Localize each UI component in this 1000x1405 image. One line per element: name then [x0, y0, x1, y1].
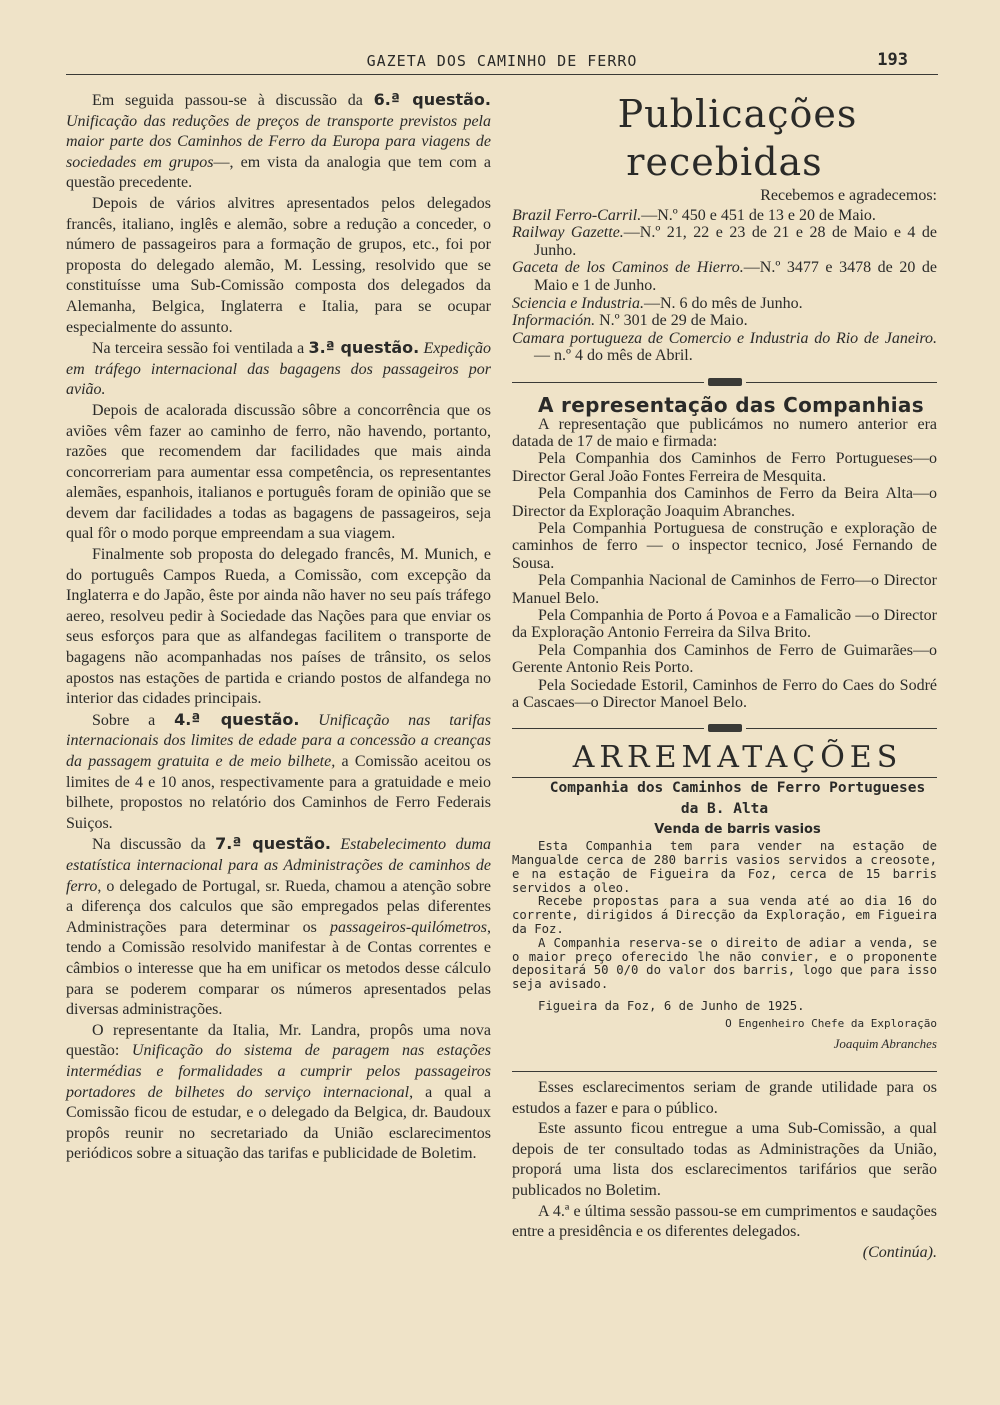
paragraph-finalmente: Finalmente sob proposta do delegado francês, M. Munich, e do português Campos Rueda, a Comissão, com excepção da Inglaterra e do Japão, êste por ainda não haver no seu país tráfego aereo, resolveu pedir à Sociedade das Nações para que enviar os seus esforços para que as alfandegas facilitem o transporte de bagagens não acompanhadas nos países de trânsito, os selos apostos nas estações de partida e criando postos de alfandega no interior das cidades principais.	[66, 546, 491, 708]
section-rule	[512, 1071, 937, 1072]
ornament-divider	[512, 375, 937, 389]
publicacoes-title: Publicações recebidas	[617, 92, 858, 184]
list-item: Railway Gazette.—N.º 21, 22 e 23 de 21 e 28 de Maio e 4 de Junho.	[512, 224, 937, 259]
paragraph: A representação que publicámos no numero anterior era datada de 17 de maio e firmada:	[512, 415, 937, 450]
list-item: Sciencia e Industria.—N. 6 do mês de Junho.	[512, 294, 803, 312]
paragraph: Esses esclarecimentos seriam de grande utilidade para os estudos a fazer e para o público.	[512, 1078, 937, 1117]
train-ornament-icon	[704, 375, 746, 389]
paragraph-avioes: Depois de acalorada discussão sôbre a concorrência que os aviões vêm fazer ao caminho de ferro, não havendo, portanto, razões que recomendem dar facilidades que mais ainda concorreriam para aumentar essa competência, os representantes alemães, espanhois, italianos e português foram de opinião que se devem dar facilidades a todas as bagagens de passageiros, seja qual fôr o modo porque empreendam a sua viagem.	[66, 401, 491, 543]
page-header	[66, 50, 938, 75]
list-item: Información. N.º 301 de 29 de Maio.	[512, 312, 748, 330]
paragraph-questao-3: Na terceira sessão foi ventilada a 3.ª questão. Expedição em tráfego internacional das bagagens dos passageiros por avião.	[66, 338, 491, 399]
representacao-body	[512, 416, 937, 712]
publicacoes-subtitle: Recebemos e agradecemos:	[760, 187, 937, 204]
publicacoes-list	[512, 207, 937, 365]
paragraph: Pela Sociedade Estoril, Caminhos de Ferro do Caes do Sodré a Cascaes—o Director Manoel Belo.	[512, 676, 937, 712]
signature-role: O Engenheiro Chefe da Exploração	[725, 1016, 937, 1030]
continuation-body	[512, 1078, 937, 1263]
paragraph-questao-4: Sobre a 4.ª questão. Unificação nas tarifas internacionais dos limites de edade para a concessão a creanças da passagem gratuita e de meio bilhete, a Comissão aceitou os limites de 4 e 10 anos, respectivamente para a gratuidade e meio bilhete, propostos no relatório dos Caminhos de Ferro Federais Suiços.	[66, 709, 492, 832]
train-ornament-icon	[704, 721, 746, 735]
paragraph: Pela Companhia Nacional de Caminhos de Ferro—o Director Manuel Belo.	[512, 572, 937, 607]
arrematacoes-subtitle: Venda de barris vasios	[654, 821, 821, 837]
running-title: GAZETA DOS CAMINHO DE FERRO	[366, 52, 638, 70]
paragraph-italia: O representante da Italia, Mr. Landra, propôs uma nova questão: Unificação do sistema de paragem nas estações intermédias e formalidades a cumprir pelos passageiros portadores de bilhetes do serviço internacional, a qual a Comissão ficou de estudar, e o delegado da Belgica, dr. Baudoux propôs reunir no secretariado da União esclarecimentos periódicos sobre a situação das tarifas e publicidade de Boletim.	[66, 1021, 491, 1163]
continua-label: (Continúa).	[862, 1243, 937, 1261]
paragraph: A Companhia reserva-se o direito de adiar a venda, se o maior preço oferecido lhe não convier, e o proponente depositará 50 0/0 do valor dos barris, logo que para isso seja avisado.	[512, 935, 937, 992]
ornament-divider	[512, 721, 937, 735]
right-column	[512, 90, 937, 1263]
paragraph: A 4.ª e última sessão passou-se em cumprimentos e saudações entre a presidência e os diferentes delegados.	[512, 1202, 937, 1241]
paragraph: Pela Companhia Portuguesa de construção e exploração de caminhos de ferro — o inspector tecnico, José Fernando de Sousa.	[512, 519, 937, 572]
paragraph: Esta Companhia tem para vender na estação de Mangualde cerca de 280 barris vasios servidos a creosote, e na estação de Figueira da Foz, cerca de 15 barris servidos a oleo.	[512, 839, 937, 895]
arrematacoes-title: ARREMATAÇÕES	[512, 741, 937, 778]
arrematacoes-company: Companhia dos Caminhos de Ferro Portugueses da B. Alta	[549, 780, 926, 818]
list-item: Brazil Ferro-Carril.—N.º 450 e 451 de 13 e 20 de Maio.	[512, 206, 876, 224]
paragraph-questao-6: Em seguida passou-se à discussão da 6.ª questão. Unificação das reduções de preços de transporte previstos pela maior parte dos Caminhos de Ferro da Europa para viagens de sociedades em grupos—, em vista da analogia que tem com a questão precedente.	[66, 90, 492, 192]
paragraph: Pela Companhia dos Caminhos de Ferro da Beira Alta—o Director da Exploração Joaquim Abranches.	[512, 485, 937, 520]
arrematacoes-body	[512, 840, 937, 1014]
paragraph: Pela Companhia dos Caminhos de Ferro de Guimarães—o Gerente Antonio Reis Porto.	[512, 641, 937, 677]
list-item: Gaceta de los Caminos de Hierro.—N.º 3477 e 3478 de 20 de Maio e 1 de Junho.	[512, 259, 938, 294]
signature-name: Joaquim Abranches	[833, 1036, 937, 1052]
paragraph: Recebe propostas para a sua venda até ao dia 16 do corrente, dirigidos á Direcção da Exploração, em Figueira da Foz.	[512, 894, 937, 936]
left-column	[66, 90, 491, 1165]
paragraph: Este assunto ficou entregue a uma Sub-Comissão, a qual depois de ter consultado todas as Administrações da União, proporá uma lista dos esclarecimentos tarifários que serão publicados no Boletim.	[512, 1120, 937, 1199]
paragraph-date: Figueira da Foz, 6 de Junho de 1925.	[538, 998, 805, 1013]
representacao-title: A representação das Companhias	[538, 392, 924, 417]
paragraph: Pela Companhia de Porto á Povoa e a Famalicão —o Director da Exploração Antonio Ferreira da Silva Brito.	[512, 607, 937, 642]
list-item: Camara portugueza de Comercio e Industria do Rio de Janeiro.— n.º 4 do mês de Abril.	[512, 329, 937, 365]
paragraph-questao-7: Na discussão da 7.ª questão. Estabelecimento duma estatística internacional para as Administrações de caminhos de ferro, o delegado de Portugal, sr. Rueda, chamou a atenção sobre a diferença dos calculos que são empregados pelas diferentes Administrações para determinar os passageiros-quilómetros, tendo a Comissão resolvido manifestar à de Contas correntes e câmbios o interesse que ha em unificar os metodos desse cálculo para se poderem comparar os números apresentados pelas diversas administrações.	[66, 834, 491, 1019]
paragraph-alvitres: Depois de vários alvitres apresentados pelos delegados francês, italiano, inglês e alemão, sobre a redução a conceder, o número de passageiros para a formação de grupos, etc., foi por proposta do delegado alemão, M. Lessing, resolvido que se constituísse uma Sub-Comissão composta dos delegados da Alemanha, Belgica, Inglaterra e Italia, para se ocupar especialmente do assunto.	[66, 194, 491, 336]
paragraph: Pela Companhia dos Caminhos de Ferro Portugueses—o Director Geral João Fontes Ferreira de Mesquita.	[512, 450, 937, 485]
page-number: 193	[877, 50, 908, 70]
